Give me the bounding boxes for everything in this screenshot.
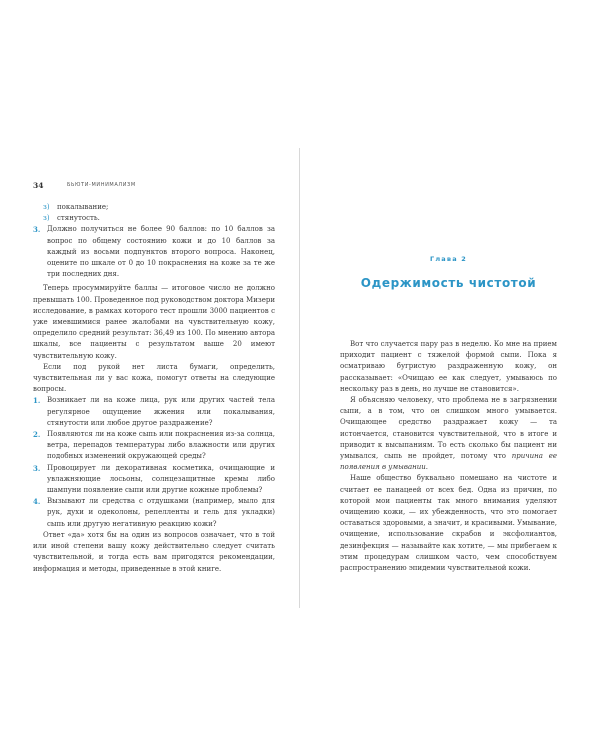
question-item: 4. Вызывают ли средства с отдушками (например, мыло для рук, духи и одеколоны, репелленты и гель для укладки) сыпь или другую негативную реакцию кожи? xyxy=(33,497,275,528)
left-page-body xyxy=(33,202,275,575)
list-item: з) стянутость. xyxy=(43,214,100,223)
paragraph: Вот что случается пару раз в неделю. Ко мне на прием приходит пациент с тяжелой формой сыпи. Пока я осматриваю бугристую раздраженную кожу, он рассказывает: «Очищаю ее как следует, умываюсь по нескольку раз в день, но лучше не становится». xyxy=(340,340,557,393)
paragraph: Теперь просуммируйте баллы — итоговое число не должно превышать 100. Проведенное под руководством доктора Мизери исследование, в рамках которого тест прошли 3000 пациентов с уже имевшимися ранее жалобами на чувствительную кожу, определило средний результат: 36,49 из 100. По мнению автора шкалы, все пациенты с результатом выше 20 имеют чувствительную кожу. xyxy=(33,284,275,360)
chapter-title: Одержимость чистотой xyxy=(360,276,537,290)
running-title: БЬЮТИ-МИНИМАЛИЗМ xyxy=(67,182,136,188)
question-item: 1. Возникает ли на коже лица, рук или других частей тела регулярное ощущение жжения или покалывания, стянутости или любое другое раздражение? xyxy=(33,396,275,427)
question-item: 3. Провоцирует ли декоративная косметика, очищающие и увлажняющие лосьоны, солнцезащитные кремы либо шампуни появление сыпи или другие кожные проблемы? xyxy=(33,463,275,495)
page-number: 34 xyxy=(33,181,44,190)
list-item: 3. Должно получиться не более 90 баллов: по 10 баллов за вопрос по общему состоянию кожи и до 10 баллов за каждый из восьми подпунктов второго вопроса. Наконец, оцените по шкале от 0 до 10 покраснения на коже за те же три последних дня. xyxy=(33,225,275,279)
paragraph: Если под рукой нет листа бумаги, определить, чувствительная ли у вас кожа, помогут ответы на следующие вопросы. xyxy=(33,362,275,394)
paragraph: Наше общество буквально помешано на чистоте и считает ее панацеей от всех бед. Одна из причин, по которой мои пациенты так много внимания уделяют очищению кожи, — их убежденность, что это помогает оставаться здоровыми, а значит, и красивыми. Умывание, очищение, использование скрабов и эксфолиантов, дезинфекция — называйте как хотите, — мы прибегаем к этим процедурам слишком часто, чем способствуем распространению эпидемии чувствительной кожи. xyxy=(340,474,557,573)
page-gutter xyxy=(299,148,300,608)
question-item: 2. Появляются ли на коже сыпь или покраснения из-за солнца, ветра, перепадов температуры либо влажности или других подобных изменений окружающей среды? xyxy=(33,430,275,461)
chapter-label: Глава 2 xyxy=(430,255,467,263)
emphasis-text: причина ее появления в умывании. xyxy=(340,452,557,472)
paragraph: Я объясняю человеку, что проблема не в загрязнении сыпи, а в том, что он слишком много умывается. Очищающее средство раздражает кожу — та истончается, становится чувствительной, что в итоге и приводит к высыпаниям. То есть сколько бы пациент ни умывался, сыпь не пройдет, потому что причина ее появления в умывании. xyxy=(340,396,557,472)
list-item: з) покалывание; xyxy=(43,203,109,211)
paragraph: Ответ «да» хотя бы на один из вопросов означает, что в той или иной степени вашу кожу действительно следует считать чувствительной, и тогда есть вам пригодятся рекомендации, информация и методы, приведенные в этой книге. xyxy=(33,530,275,573)
running-header xyxy=(33,181,275,191)
right-page-body xyxy=(340,339,557,574)
